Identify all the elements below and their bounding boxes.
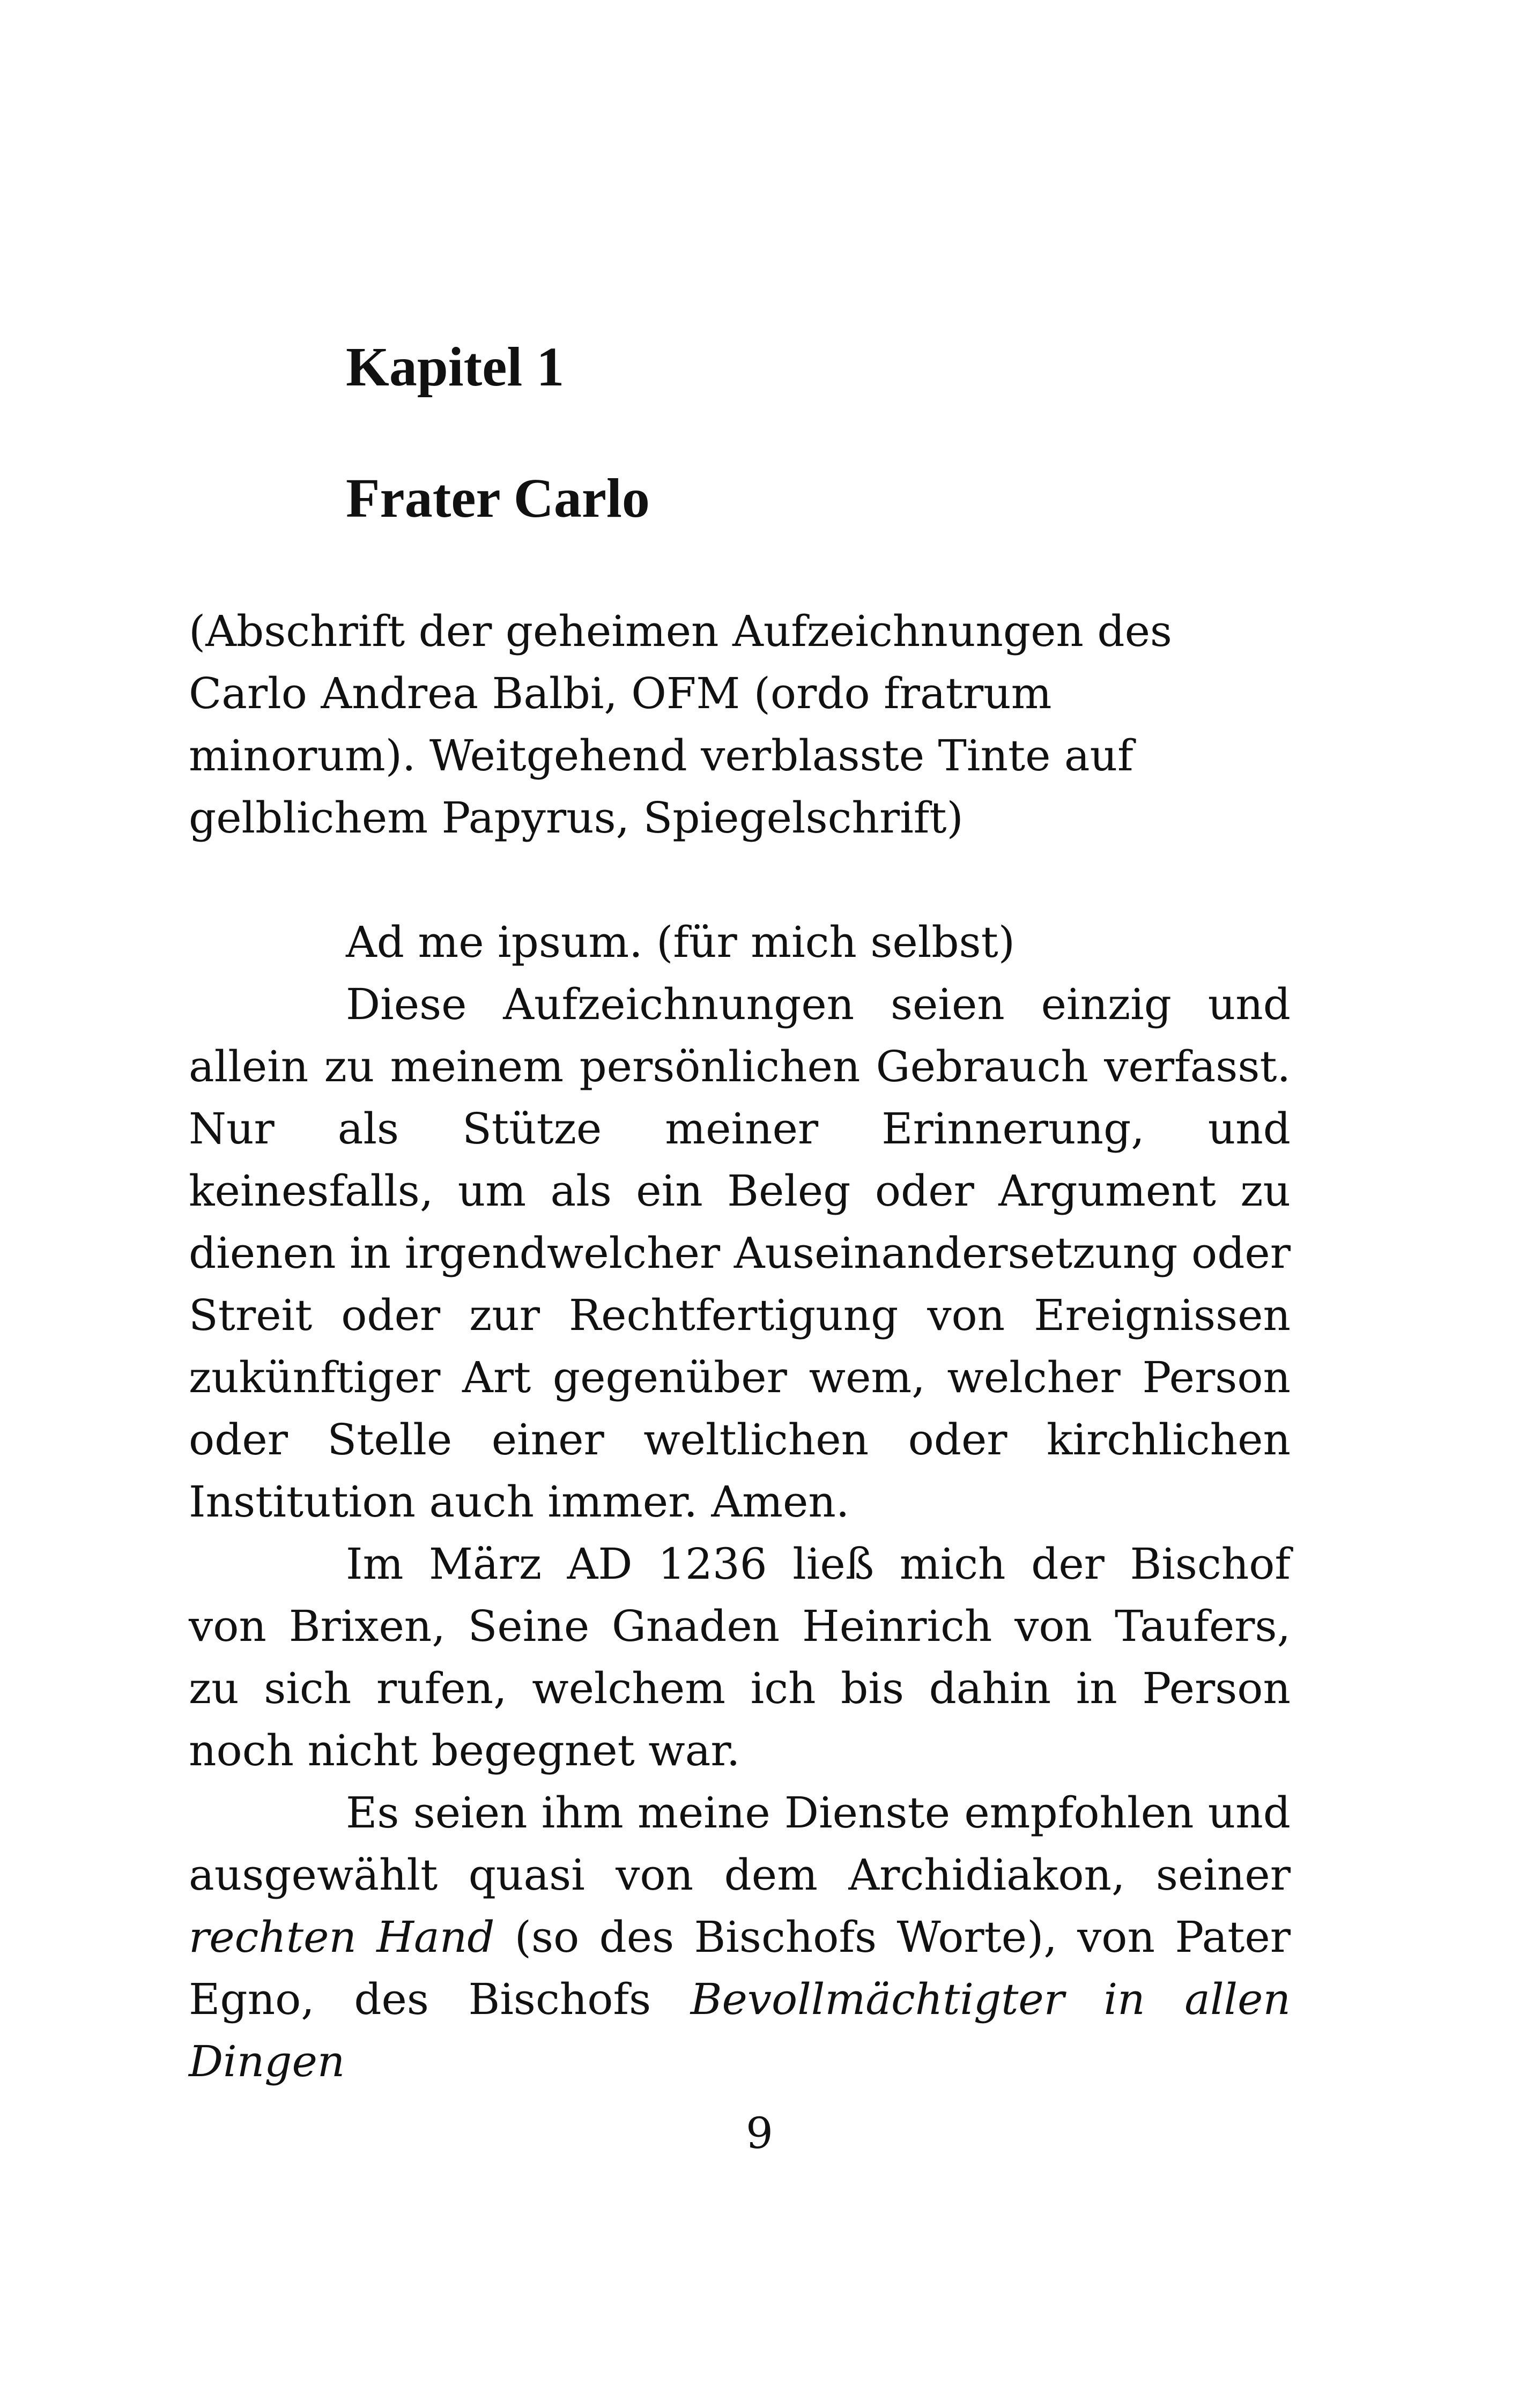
chapter-title: Frater Carlo	[346, 467, 650, 529]
paragraph-1: Diese Aufzeichnungen seien einzig und allein zu meinem persönlichen Gebrauch verfasst. Nur als Stütze meiner Erinnerung, und keinesfalls, um als ein Beleg oder Argument zu dienen in irgendwelcher Auseinandersetzung oder Streit oder zur Rechtfertigung von Ereignissen zukünftiger Art gegenüber wem, welcher Person oder Stelle einer weltlichen oder kirchlichen Institution auch immer. Amen.	[189, 979, 1291, 1527]
paragraph-3-italic-2: Bevollmächtigter in allen Dingen	[189, 1974, 1291, 2086]
paragraph-2: Im März AD 1236 ließ mich der Bischof von Brixen, Seine Gnaden Heinrich von Taufers, zu sich rufen, welchem ich bis dahin in Person noch nicht begegnet war.	[189, 1539, 1291, 1775]
paragraph-3-text-1: Es seien ihm meine Dienste empfohlen und ausgewählt quasi von dem Archidiakon, seiner	[189, 1788, 1291, 1900]
paragraph-3-text-2: (so des Bischofs Worte), von Pater Egno, des Bischofs	[189, 1912, 1291, 2024]
body-text	[189, 911, 1291, 2093]
paragraph-3-italic-1: rechten Hand	[189, 1912, 495, 1962]
salutation-paragraph: Ad me ipsum. (für mich selbst)	[346, 917, 1015, 967]
paragraph-3	[189, 1782, 1291, 2093]
page-number: 9	[746, 2108, 773, 2158]
transcription-note: (Abschrift der geheimen Aufzeichnungen des Carlo Andrea Balbi, OFM (ordo fratrum minorum). Weitgehend verblasste Tinte auf gelblichem Papyrus, Spiegelschrift)	[189, 606, 1172, 843]
chapter-heading: Kapitel 1	[346, 336, 565, 398]
